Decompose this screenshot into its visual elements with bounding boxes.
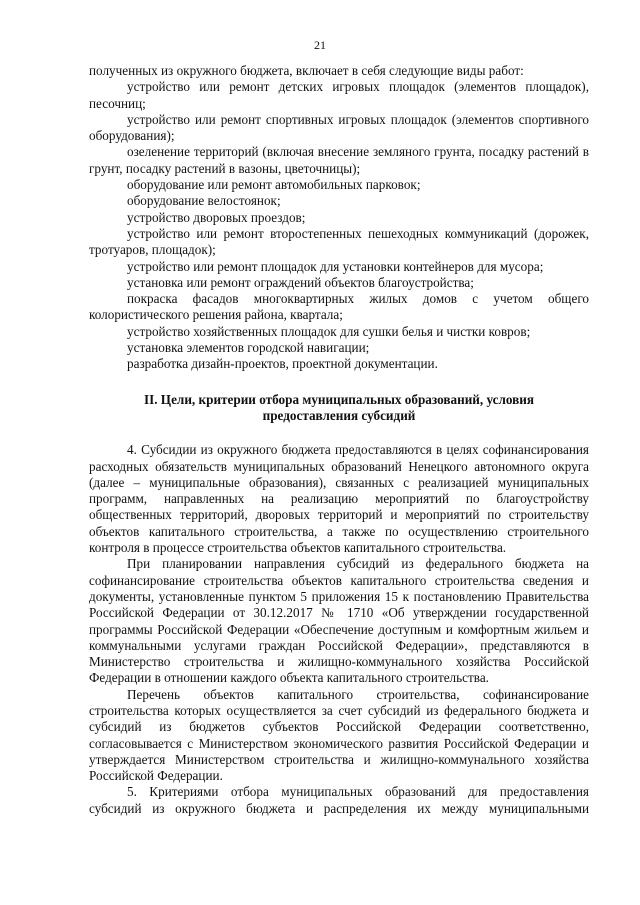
list-item: покраска фасадов многоквартирных жилых домов с учетом общего колористического решения района, квартала; <box>89 291 589 323</box>
list-item: устройство дворовых проездов; <box>127 209 306 225</box>
list-item: установка элементов городской навигации; <box>127 340 370 356</box>
list-item: установка или ремонт ограждений объектов благоустройства; <box>127 274 474 290</box>
paragraph: 4. Субсидии из окружного бюджета предоставляются в целях софинансирования расходных обязательств муниципальных образований Ненецкого автономного округа (далее – муниципальные образования), связанных с реализацией муниципальных программ, направленных на реализацию мероприятий по благоустройству общественных территорий, дворовых территорий и мероприятий по строительству объектов капитального строительства, а также по осуществлению строительного контроля в процессе строительства объектов капитального строительства. <box>89 442 589 556</box>
list-intro: полученных из окружного бюджета, включает в себя следующие виды работ: <box>89 63 524 78</box>
list-item: оборудование велостоянок; <box>127 193 281 209</box>
list-item: устройство или ремонт детских игровых площадок (элементов площадок), песочниц; <box>89 79 589 111</box>
page-number: 21 <box>314 38 326 52</box>
paragraph: Перечень объектов капитального строительства, софинансирование строительства которых осуществляется за счет субсидий из федерального бюджета и субсидий из бюджетов субъектов Российской Федерации соответственно, согласовывается с Министерством экономического развития Российской Федерации и утверждается Министерством строительства и жилищно-коммунального хозяйства Российской Федерации. <box>89 686 589 784</box>
list-item: разработка дизайн-проектов, проектной документации. <box>127 356 438 372</box>
document-body <box>89 63 589 817</box>
list-item: устройство или ремонт площадок для установки контейнеров для мусора; <box>127 258 544 274</box>
list-item: устройство хозяйственных площадок для сушки белья и чистки ковров; <box>127 323 531 339</box>
paragraph: При планировании направления субсидий из федерального бюджета на софинансирование строительства объектов капитального строительства сведения и документы, установленные пунктом 5 приложения 15 к постановлению Правительства Российской Федерации от 30.12.2017 № 1710 «Об утверждении государственной программы Российской Федерации «Обеспечение доступным и комфортным жильем и коммунальными услугами граждан Российской Федерации», представляются в Министерство строительства и жилищно-коммунального хозяйства Российской Федерации в отношении каждого объекта капитального строительства. <box>89 556 589 686</box>
list-item: озеленение территорий (включая внесение земляного грунта, посадку растений в грунт, посадку растений в вазоны, цветочницы); <box>89 144 589 176</box>
section-heading-line: II. Цели, критерии отбора муниципальных образований, условия <box>143 391 535 407</box>
list-item: устройство или ремонт второстепенных пешеходных коммуникаций (дорожек, тротуаров, площадок); <box>89 225 589 258</box>
section-heading-line: предоставления субсидий <box>262 407 416 423</box>
paragraph: 5. Критериями отбора муниципальных образований для предоставления субсидий из окружного бюджета и распределения их между муниципальными <box>89 784 589 816</box>
section-heading <box>89 392 589 425</box>
list-item: устройство или ремонт спортивных игровых площадок (элементов спортивного оборудования); <box>89 111 589 144</box>
list-item: оборудование или ремонт автомобильных парковок; <box>127 177 421 193</box>
